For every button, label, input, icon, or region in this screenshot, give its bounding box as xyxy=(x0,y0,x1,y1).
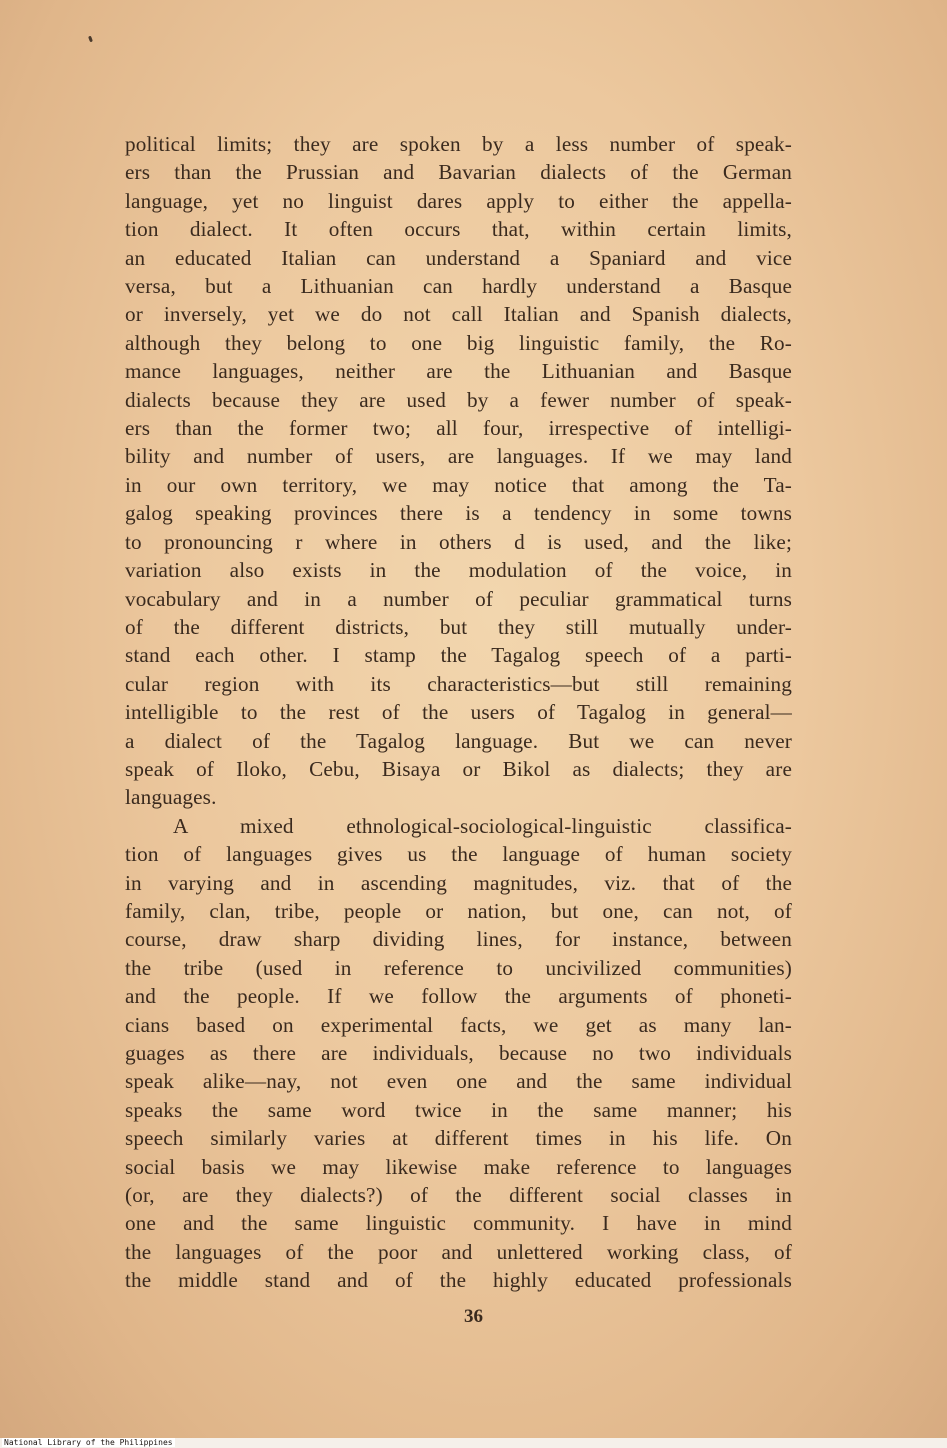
body-text xyxy=(125,130,792,1295)
text-line: cians based on experimental facts, we get as many lan- xyxy=(125,1012,792,1037)
text-line: to pronouncing r where in others d is used, and the like; xyxy=(125,529,792,554)
text-line: ers than the Prussian and Bavarian dialects of the German xyxy=(125,160,792,185)
ink-speck xyxy=(88,36,93,43)
text-line: and the people. If we follow the arguments of phoneti- xyxy=(125,984,792,1009)
library-credit: National Library of the Philippines xyxy=(4,1438,173,1447)
text-line: language, yet no linguist dares apply to either the appella- xyxy=(125,188,792,213)
text-line: (or, are they dialects?) of the different social classes in xyxy=(125,1183,792,1208)
text-line: speak of Iloko, Cebu, Bisaya or Bikol as dialects; they are xyxy=(125,756,792,781)
text-line: although they belong to one big linguistic family, the Ro- xyxy=(125,330,792,355)
text-line: tion dialect. It often occurs that, within certain limits, xyxy=(125,217,792,242)
page-number: 36 xyxy=(464,1306,483,1327)
text-line: an educated Italian can understand a Spaniard and vice xyxy=(125,245,792,270)
text-line: one and the same linguistic community. I have in mind xyxy=(125,1211,792,1236)
text-line: tion of languages gives us the language of human society xyxy=(125,842,792,867)
paragraph-2 xyxy=(125,812,792,1295)
text-line: or inversely, yet we do not call Italian and Spanish dialects, xyxy=(125,302,792,327)
text-line: of the different districts, but they still mutually under- xyxy=(125,614,792,639)
text-line: A mixed ethnological-sociological-linguistic classifica- xyxy=(173,813,792,838)
text-line: dialects because they are used by a fewer number of speak- xyxy=(125,387,792,412)
text-line: guages as there are individuals, because no two individuals xyxy=(125,1041,792,1065)
text-line: bility and number of users, are languages. If we may land xyxy=(125,444,792,469)
text-line: course, draw sharp dividing lines, for instance, between xyxy=(125,927,792,952)
text-line: cular region with its characteristics—but still remaining xyxy=(125,671,792,696)
text-line: political limits; they are spoken by a less number of speak- xyxy=(125,132,792,156)
text-line: speech similarly varies at different times in his life. On xyxy=(125,1126,792,1151)
text-line: intelligible to the rest of the users of Tagalog in general— xyxy=(125,700,792,725)
text-line: a dialect of the Tagalog language. But we can never xyxy=(125,728,792,753)
text-line: stand each other. I stamp the Tagalog speech of a parti- xyxy=(125,643,792,668)
text-line: speak alike—nay, not even one and the same individual xyxy=(125,1069,792,1094)
text-line: the languages of the poor and unlettered working class, of xyxy=(125,1239,792,1264)
text-line: speaks the same word twice in the same manner; his xyxy=(125,1097,792,1122)
text-line: social basis we may likewise make reference to languages xyxy=(125,1154,792,1179)
text-line: the middle stand and of the highly educated professionals xyxy=(125,1268,792,1293)
text-line: in our own territory, we may notice that among the Ta- xyxy=(125,472,792,497)
text-line: mance languages, neither are the Lithuanian and Basque xyxy=(125,359,792,384)
text-line: languages. xyxy=(125,785,217,810)
text-line: family, clan, tribe, people or nation, but one, can not, of xyxy=(125,898,792,923)
text-line: variation also exists in the modulation of the voice, in xyxy=(125,558,792,583)
paragraph-1 xyxy=(125,130,792,812)
text-line: vocabulary and in a number of peculiar grammatical turns xyxy=(125,586,792,611)
text-line: in varying and in ascending magnitudes, viz. that of the xyxy=(125,870,792,895)
text-line: ers than the former two; all four, irrespective of intelligi- xyxy=(125,416,792,441)
text-line: the tribe (used in reference to uncivilized communities) xyxy=(125,955,792,980)
text-line: galog speaking provinces there is a tendency in some towns xyxy=(125,501,792,526)
text-line: versa, but a Lithuanian can hardly understand a Basque xyxy=(125,274,792,299)
